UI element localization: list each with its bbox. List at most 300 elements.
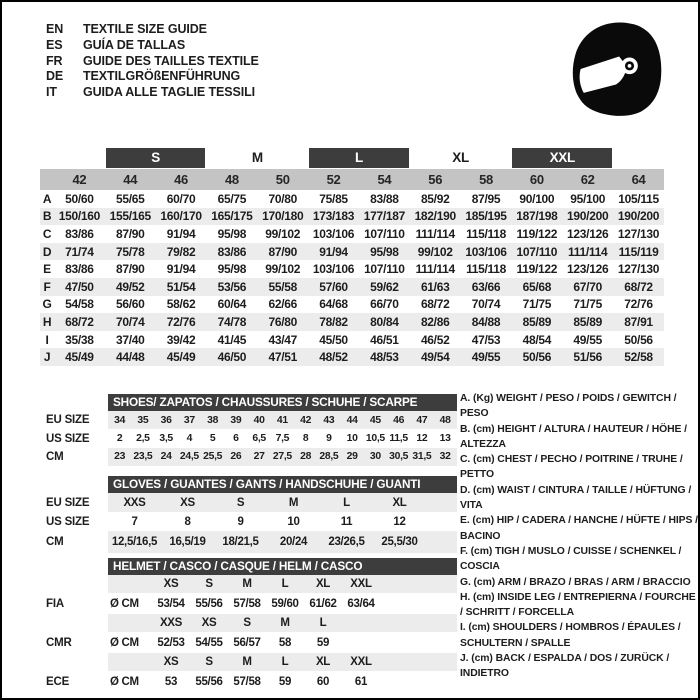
size-value-cell: 99/102: [265, 262, 301, 277]
size-group-label: S: [106, 148, 206, 168]
size-value-cell: 46/52: [420, 332, 450, 347]
size-value-cell: 60/70: [166, 191, 196, 206]
unit-cell: Ø CM: [110, 636, 139, 649]
size-number-cell: 48: [224, 172, 239, 187]
sub-table-cell: 41: [276, 414, 288, 426]
language-code: FR: [46, 53, 63, 68]
sub-table-cells: [108, 575, 457, 593]
size-group-cell: [308, 147, 410, 169]
gloves-table-title: GLOVES / GUANTES / GANTS / HANDSCHUHE / GUANTI: [108, 476, 457, 493]
size-value-cell: 103/106: [312, 262, 355, 277]
numeric-size-header-row: [40, 169, 664, 190]
size-value-cell: 47/51: [268, 350, 297, 365]
size-value-cell: 46/50: [217, 350, 247, 365]
sub-table-row: [40, 531, 457, 553]
size-value-cell: 47/50: [65, 279, 94, 294]
sub-table-cell: 2: [116, 433, 123, 445]
sub-table-cell: 53/54: [157, 597, 185, 610]
sub-table-row-label: EU SIZE: [46, 496, 90, 509]
empty-cell: [613, 147, 664, 169]
size-number-cell: 64: [631, 172, 646, 187]
size-group-cell: [410, 147, 512, 169]
size-value-cell: 66/70: [370, 297, 399, 312]
sub-table-cell: 63/64: [347, 597, 375, 610]
sub-table-row: [40, 575, 457, 593]
measurement-row: [40, 208, 664, 226]
sub-table-cell: L: [343, 496, 350, 509]
size-value-cell: 51/56: [573, 350, 602, 365]
language-line: [46, 54, 259, 70]
size-value-cell: 49/52: [115, 279, 145, 294]
size-value-cell: 75/78: [115, 244, 145, 259]
sub-table-cell: 25,5: [203, 451, 223, 463]
legend-item: C. (cm) CHEST / PECHO / POITRINE / TRUHE / PETTO: [460, 454, 683, 481]
sub-table-row: [40, 429, 457, 447]
sub-table-cell: 12,5/16,5: [111, 536, 158, 548]
size-value-cell: 83/86: [65, 262, 94, 277]
size-value-cell: 107/110: [516, 244, 558, 259]
unit-cell: Ø CM: [110, 597, 139, 610]
measurement-row: [40, 225, 664, 243]
sub-table-cells: [108, 448, 457, 466]
sub-table-cell: 23: [114, 451, 126, 463]
size-value-cell: 68/72: [420, 297, 450, 312]
sub-table-cell: 29: [346, 451, 358, 463]
size-value-cell: 150/160: [58, 209, 101, 224]
size-value-cell: 160/170: [160, 209, 202, 224]
measurement-row: [40, 331, 664, 349]
sub-table-row-label: CM: [46, 536, 64, 548]
sub-table-cell: 23,5: [133, 451, 153, 463]
sub-table-cell: 52/53: [157, 636, 185, 649]
size-value-cell: 68/72: [624, 279, 653, 294]
measurement-row: [40, 278, 664, 296]
size-value-cell: 76/80: [268, 314, 297, 329]
sub-table-cell: XXS: [123, 496, 146, 509]
sub-table-cell: 24,5: [179, 451, 199, 463]
sub-table-cell: 16,5/19: [169, 536, 206, 548]
sub-table-cells: [108, 614, 457, 632]
language-line: [46, 38, 259, 54]
size-value-cell: 103/106: [312, 226, 355, 241]
size-value-cell: 190/200: [567, 209, 609, 224]
sub-table-row-label: EU SIZE: [46, 414, 90, 427]
sub-table-row-label: CM: [46, 450, 64, 463]
size-value-cell: 115/118: [466, 226, 507, 241]
shoes-table-title: SHOES/ ZAPATOS / CHAUSSURES / SCHUHE / SCARPE: [108, 394, 457, 411]
size-group-cell: [105, 147, 207, 169]
sub-table-row-label: FIA: [46, 597, 64, 610]
sub-table-cell: 30,5: [389, 451, 409, 463]
size-value-cell: 111/114: [415, 226, 455, 241]
size-value-cell: 91/94: [319, 244, 348, 259]
sub-table-cell: 12: [416, 433, 428, 445]
sub-table-cells: [108, 493, 457, 512]
sub-table-cell: XL: [315, 656, 331, 668]
size-value-cell: 182/190: [414, 209, 456, 224]
size-value-cell: 46/51: [370, 332, 399, 347]
sub-table-cell: M: [280, 617, 290, 629]
size-group-label: L: [309, 148, 409, 168]
size-value-cell: 177/187: [363, 209, 406, 224]
sub-table-cell: 43: [323, 414, 335, 426]
size-value-cell: 187/198: [516, 209, 558, 224]
sub-table-cell: XXS: [159, 617, 183, 629]
size-value-cell: 61/63: [420, 279, 450, 294]
sub-table-row-label: US SIZE: [46, 515, 90, 528]
size-value-cell: 127/130: [617, 226, 660, 241]
row-letter-cell: H: [42, 314, 52, 329]
sub-table-cell: 39: [230, 414, 242, 426]
size-value-cell: 90/100: [519, 191, 555, 206]
size-value-cell: 75/85: [319, 191, 348, 206]
sub-table-cell: 3,5: [159, 433, 173, 445]
sub-table-cell: 32: [439, 451, 451, 463]
sub-table-cell: M: [288, 496, 299, 509]
measurement-row: [40, 313, 664, 331]
size-value-cell: 91/94: [166, 262, 196, 277]
sub-table-cell: L: [281, 656, 289, 668]
language-line: [46, 69, 259, 85]
size-number-cell: 58: [479, 172, 493, 187]
sub-table-cells: [108, 593, 457, 614]
size-value-cell: 60/64: [217, 297, 247, 312]
size-value-cell: 83/86: [65, 226, 94, 241]
size-number-cell: 50: [275, 172, 290, 187]
size-value-cell: 99/102: [417, 244, 453, 259]
sub-table-cell: 35: [137, 414, 149, 426]
sub-table-cells: [108, 653, 457, 671]
sub-table-cell: 61: [354, 675, 368, 688]
sub-table-row: [40, 632, 457, 653]
size-value-cell: 107/110: [364, 226, 405, 241]
sub-table-cell: 24: [160, 451, 172, 463]
size-value-cell: 71/75: [573, 297, 602, 312]
size-value-cell: 95/98: [217, 226, 247, 241]
size-value-cell: 85/89: [573, 314, 602, 329]
size-value-cell: 67/70: [573, 279, 602, 294]
sub-table-cell: XXL: [350, 656, 372, 668]
size-value-cell: 71/74: [65, 244, 94, 259]
size-value-cell: 84/88: [471, 314, 501, 329]
sub-table-row: [40, 671, 457, 692]
sub-table-cells: [108, 512, 457, 531]
sub-table-cell: XL: [392, 496, 407, 509]
sub-table-row: [40, 411, 457, 429]
sub-table-cell: 59/60: [271, 597, 299, 610]
language-title: GUÍA DE TALLAS: [83, 37, 186, 52]
sub-table-row-label: US SIZE: [46, 432, 90, 445]
size-value-cell: 83/86: [217, 244, 247, 259]
size-value-cell: 127/130: [617, 262, 660, 277]
sub-table-cell: 6: [233, 433, 239, 445]
sub-table-cell: 42: [300, 414, 312, 426]
size-value-cell: 56/60: [115, 297, 145, 312]
size-value-cell: 58/62: [166, 297, 196, 312]
sub-table-cells: [108, 411, 457, 429]
size-value-cell: 49/55: [573, 332, 602, 347]
sub-table-row: [40, 653, 457, 671]
sub-table-cell: 30: [369, 451, 381, 463]
sub-table-cell: 18/21,5: [222, 536, 259, 548]
size-value-cell: 68/72: [65, 314, 94, 329]
sub-table-cell: 59: [316, 636, 330, 649]
sub-table-row: [40, 493, 457, 512]
language-code: IT: [46, 85, 57, 100]
sub-table-cell: 55/56: [195, 675, 223, 688]
sub-table-cell: 61/62: [309, 597, 337, 610]
language-code: ES: [46, 37, 63, 52]
size-value-cell: 91/94: [166, 226, 196, 241]
sub-table-cell: XS: [180, 496, 195, 509]
sub-table-cell: 36: [160, 414, 172, 426]
size-value-cell: 80/84: [370, 314, 399, 329]
sub-table-cell: 10: [346, 433, 358, 445]
sub-table-cell: 7: [131, 515, 138, 528]
sub-table-cell: 23/26,5: [328, 536, 365, 548]
sub-table-cell: L: [281, 578, 289, 590]
size-value-cell: 83/88: [370, 191, 399, 206]
size-value-cell: 170/180: [262, 209, 304, 224]
empty-cell: [54, 147, 105, 169]
row-letter-cell: D: [42, 244, 52, 259]
measurement-row: [40, 190, 664, 208]
sub-table-row: [40, 448, 457, 466]
measurement-legend: [460, 391, 698, 682]
size-value-cell: 63/66: [471, 279, 501, 294]
size-number-cell: 56: [428, 172, 443, 187]
size-value-cell: 190/200: [617, 209, 660, 224]
sub-table-cell: 31,5: [412, 451, 432, 463]
measurement-row: [40, 296, 664, 314]
size-value-cell: 72/76: [624, 297, 653, 312]
size-number-cell: 42: [72, 172, 87, 187]
sub-table-cell: XS: [163, 578, 179, 590]
size-value-cell: 85/92: [420, 191, 450, 206]
sub-table-cell: 55/56: [195, 597, 223, 610]
sub-table-cell: M: [242, 656, 252, 668]
sub-table-cell: 10: [287, 515, 300, 528]
size-value-cell: 55/65: [115, 191, 145, 206]
size-group-cell: [511, 147, 613, 169]
size-number-cell: 46: [174, 172, 188, 187]
size-value-cell: 95/98: [217, 262, 247, 277]
size-group-label: XXL: [512, 148, 612, 168]
size-value-cell: 52/58: [624, 350, 653, 365]
size-value-cell: 87/95: [471, 191, 501, 206]
size-value-cell: 48/54: [522, 332, 552, 347]
sub-table-cell: XS: [163, 656, 179, 668]
sub-table-cell: 34: [114, 414, 126, 426]
size-value-cell: 185/195: [465, 209, 507, 224]
sub-table-row: [40, 614, 457, 632]
row-letter-cell: I: [45, 332, 49, 347]
size-value-cell: 59/62: [370, 279, 399, 294]
size-value-cell: 70/74: [115, 314, 145, 329]
size-value-cell: 49/55: [471, 350, 501, 365]
size-value-cell: 71/75: [522, 297, 552, 312]
size-value-cell: 173/183: [312, 209, 355, 224]
size-number-cell: 60: [529, 172, 544, 187]
legend-item: G. (cm) ARM / BRAZO / BRAS / ARM / BRACCIO: [460, 576, 691, 588]
size-group-header-row: [40, 147, 664, 169]
size-value-cell: 115/119: [618, 244, 659, 259]
sub-table-row-label: ECE: [46, 675, 70, 688]
size-value-cell: 103/106: [465, 244, 507, 259]
size-value-cell: 45/49: [166, 350, 196, 365]
size-value-cell: 49/54: [420, 350, 450, 365]
measurement-row: [40, 260, 664, 278]
size-value-cell: 111/114: [415, 262, 455, 277]
language-title-list: [46, 22, 259, 101]
sub-table-cell: 45: [369, 414, 381, 426]
legend-item: F. (cm) TIGH / MUSLO / CUISSE / SCHENKEL / COSCIA: [460, 545, 682, 573]
size-value-cell: 57/60: [319, 279, 348, 294]
size-value-cell: 123/126: [567, 262, 609, 277]
size-value-cell: 111/114: [568, 244, 608, 259]
sub-table-cell: 58: [278, 636, 292, 649]
row-letter-cell: J: [43, 350, 51, 365]
language-title: TEXTILE SIZE GUIDE: [83, 22, 207, 36]
size-value-cell: 72/76: [166, 314, 196, 329]
sub-table-cell: 37: [183, 414, 195, 426]
size-value-cell: 45/50: [319, 332, 348, 347]
sub-table-cell: XS: [201, 617, 217, 629]
size-value-cell: 39/42: [166, 332, 196, 347]
sub-table-cell: 27: [253, 451, 265, 463]
sub-table-cell: 46: [393, 414, 405, 426]
sub-table-cell: 27,5: [272, 451, 292, 463]
size-value-cell: 87/90: [115, 226, 145, 241]
row-letter-cell: E: [43, 262, 51, 277]
size-value-cell: 41/45: [217, 332, 247, 347]
row-letter-cell: A: [42, 191, 52, 206]
helmet-table-title: HELMET / CASCO / CASQUE / HELM / CASCO: [108, 558, 457, 575]
sub-table-cell: S: [205, 656, 213, 668]
size-group-cell: [206, 147, 308, 169]
size-value-cell: 55/58: [268, 279, 297, 294]
sub-table-cell: M: [242, 578, 252, 590]
size-value-cell: 79/82: [166, 244, 196, 259]
sub-table-cell: 11: [340, 515, 353, 528]
sub-table-cells: [108, 632, 457, 653]
row-letter-cell: B: [42, 209, 52, 224]
sub-table-cell: 60: [316, 675, 330, 688]
sub-table-cell: 8: [184, 515, 191, 528]
sub-table-cell: 54/55: [195, 636, 223, 649]
size-value-cell: 70/80: [268, 191, 297, 206]
sub-table-cell: 56/57: [233, 636, 261, 649]
size-group-label: M: [251, 150, 263, 165]
legend-item: H. (cm) INSIDE LEG / ENTREPIERNA / FOURCHE / SCHRITT / FORCELLA: [460, 591, 696, 619]
size-value-cell: 35/38: [65, 332, 94, 347]
size-value-cell: 74/78: [217, 314, 247, 329]
size-value-cell: 87/91: [624, 314, 653, 329]
size-value-cell: 45/49: [65, 350, 94, 365]
sub-table-cell: 20/24: [279, 536, 308, 548]
size-number-cell: 54: [377, 172, 392, 187]
unit-cell: Ø CM: [110, 675, 139, 688]
size-group-label: XL: [452, 150, 469, 165]
language-line: [46, 22, 259, 38]
legend-item: A. (Kg) WEIGHT / PESO / POIDS / GEWITCH / PESO: [460, 393, 677, 420]
sub-table-cells: [108, 531, 457, 553]
sub-table-row: [40, 512, 457, 531]
size-number-cell: 52: [326, 172, 341, 187]
language-title: GUIDE DES TAILLES TEXTILE: [83, 53, 259, 68]
size-value-cell: 165/175: [211, 209, 253, 224]
size-number-cell: 44: [123, 172, 138, 187]
measurement-row: [40, 348, 664, 366]
sub-table-cell: 48: [439, 414, 451, 426]
size-value-cell: 65/75: [217, 191, 247, 206]
size-value-cell: 64/68: [319, 297, 348, 312]
language-title: TEXTILGRÖßENFÜHRUNG: [83, 69, 241, 84]
sub-table-cell: 28,5: [319, 451, 339, 463]
sub-table-cell: L: [319, 617, 327, 629]
sub-table-cells: [108, 429, 457, 447]
sub-table-cell: 40: [253, 414, 265, 426]
size-value-cell: 78/82: [319, 314, 348, 329]
sub-table-cell: 38: [207, 414, 219, 426]
sub-table-cell: 10,5: [365, 433, 385, 445]
legend-item: B. (cm) HEIGHT / ALTURA / HAUTEUR / HÖHE / ALTEZZA: [460, 423, 687, 450]
size-value-cell: 82/86: [420, 314, 450, 329]
sub-table-cell: 57/58: [233, 597, 261, 610]
sub-table-cell: XL: [315, 578, 331, 590]
size-number-cell: 62: [580, 172, 595, 187]
sub-table-cell: S: [236, 496, 245, 509]
size-value-cell: 65/68: [522, 279, 552, 294]
size-value-cell: 50/56: [522, 350, 552, 365]
size-value-cell: 70/74: [471, 297, 501, 312]
size-value-cell: 105/115: [618, 191, 659, 206]
sub-table-cell: 47: [416, 414, 428, 426]
sub-table-cell: 53: [164, 675, 178, 688]
sub-table-cell: 2,5: [136, 433, 150, 445]
legend-item: D. (cm) WAIST / CINTURA / TAILLE / HÜFTUNG / VITA: [460, 484, 692, 512]
racing-helmet-icon: [562, 18, 670, 122]
size-value-cell: 44/48: [115, 350, 145, 365]
sub-table-cell: XXL: [350, 578, 372, 590]
sub-table-row: [40, 593, 457, 614]
sub-table-cell: 9: [326, 433, 332, 445]
legend-item: J. (cm) BACK / ESPALDA / DOS / ZURÜCK / INDIETRO: [460, 653, 670, 680]
textile-size-table: [40, 147, 664, 366]
language-code: DE: [46, 69, 64, 84]
size-value-cell: 50/60: [65, 191, 94, 206]
sub-table-cell: 8: [302, 433, 309, 445]
size-value-cell: 95/100: [570, 191, 606, 206]
legend-item: I. (cm) SHOULDERS / HOMBROS / ÉPAULES / SCHULTERN / SPALLE: [460, 622, 681, 649]
size-value-cell: 119/122: [516, 226, 558, 241]
sub-table-cell: 9: [237, 515, 244, 528]
row-letter-cell: C: [42, 226, 52, 241]
size-value-cell: 53/56: [217, 279, 247, 294]
size-value-cell: 85/89: [522, 314, 552, 329]
size-value-cell: 50/56: [624, 332, 653, 347]
sub-table-cell: 7,5: [275, 433, 290, 445]
empty-cell: [40, 169, 54, 190]
language-title: GUIDA ALLE TAGLIE TESSILI: [83, 85, 256, 100]
sub-table-cell: 28: [300, 451, 312, 463]
size-value-cell: 43/47: [268, 332, 297, 347]
sub-table-cell: 44: [346, 414, 358, 426]
sub-table-cell: S: [205, 578, 213, 590]
language-code: EN: [46, 22, 64, 36]
size-value-cell: 51/54: [166, 279, 196, 294]
size-value-cell: 123/126: [567, 226, 609, 241]
